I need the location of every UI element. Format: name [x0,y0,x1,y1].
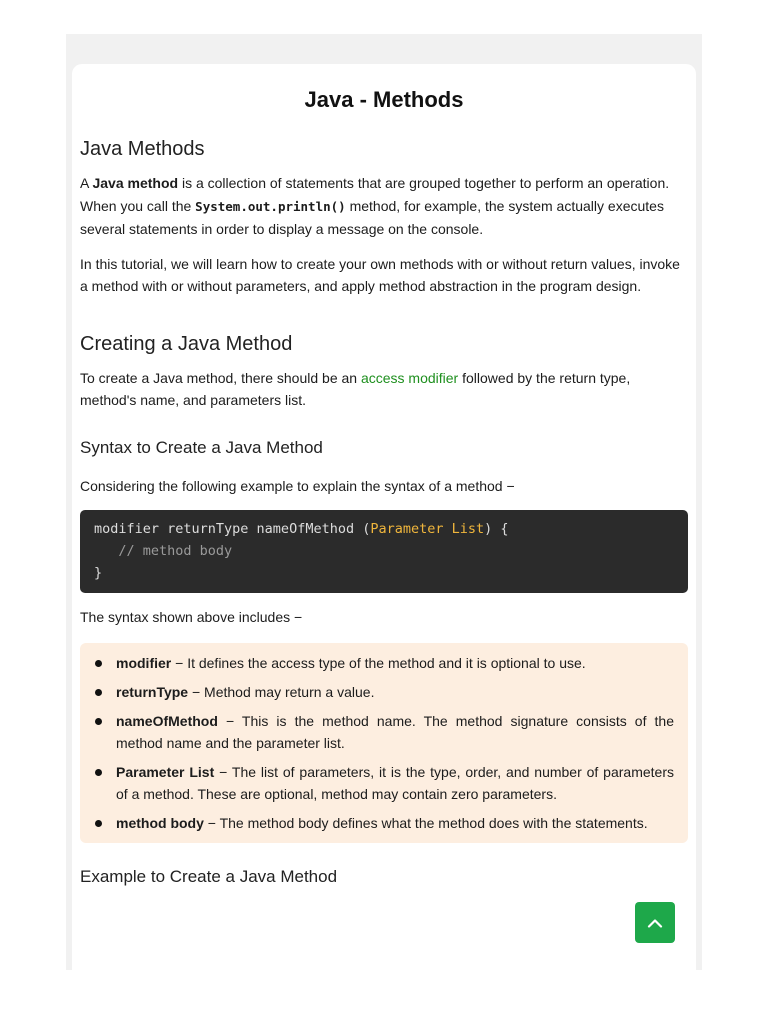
chevron-up-icon [647,918,663,928]
creating-text-post: followed by the return type, method's name, and parameters list. [80,369,631,408]
list-item-desc: − It defines the access type of the method and it is optional to use. [171,654,586,671]
bullet-icon [95,718,102,725]
bullet-icon [95,769,102,776]
list-item-desc: − The method body defines what the method does with the statements. [203,814,648,831]
list-item-desc: − Method may return a value. [188,683,375,700]
subheading-syntax: Syntax to Create a Java Method [80,437,323,457]
intro-text-pre: A [80,175,93,191]
list-item-term: Parameter List [116,763,215,780]
list-item-term: modifier [116,654,172,671]
code-line1-pre: modifier returnType nameOfMethod ( [94,521,371,537]
code-comment: // method body [94,543,233,559]
access-modifier-link[interactable]: access modifier [360,369,459,386]
code-block [80,510,688,593]
bullet-icon [95,820,102,827]
list-item-term: nameOfMethod [116,712,218,729]
syntax-after: The syntax shown above includes − [80,609,303,625]
list-item [94,710,674,754]
intro-text-post: method, for example, the system actually executes several statements in order to display a message on the console. [80,197,664,237]
list-item [94,761,674,805]
section-heading-creating-method: Creating a Java Method [80,332,293,355]
syntax-parts-box [80,643,688,843]
list-item [94,681,674,703]
code-line3: } [94,565,103,581]
bullet-icon [95,660,102,667]
page-title: Java - Methods [304,87,464,112]
tutorial-paragraph: In this tutorial, we will learn how to create your own methods with or without return values, invoke a method with or without parameters, and apply method abstraction in the program design. [80,255,680,294]
list-item-term: returnType [116,683,189,700]
creating-paragraph [80,367,688,412]
list-item-desc: − This is the method name. The method signature consists of the method name and the parameter list. [116,712,674,751]
inline-code-println: System.out.println() [195,198,346,214]
java-method-term: Java method [92,175,179,191]
bullet-icon [95,689,102,696]
article-card [72,64,696,984]
syntax-parts-list [94,652,674,834]
intro-text-mid: is a collection of statements that are grouped together to perform an operation. When you call the [80,175,670,214]
section-heading-java-methods: Java Methods [80,138,205,160]
list-item-desc: − The list of parameters, it is the type, order, and number of parameters of a method. These are optional, method may contain zero parameters. [116,763,674,802]
code-line1-post: ) { [484,521,509,537]
intro-paragraph [80,172,688,241]
subheading-example: Example to Create a Java Method [80,866,338,886]
syntax-intro: Considering the following example to explain the syntax of a method − [80,477,515,494]
list-item [94,652,674,674]
code-param-list: Parameter List [370,521,485,537]
list-item-term: method body [116,814,204,831]
list-item [94,812,674,834]
scroll-to-top-button[interactable] [635,902,675,943]
creating-text-pre: To create a Java method, there should be an [80,369,361,386]
